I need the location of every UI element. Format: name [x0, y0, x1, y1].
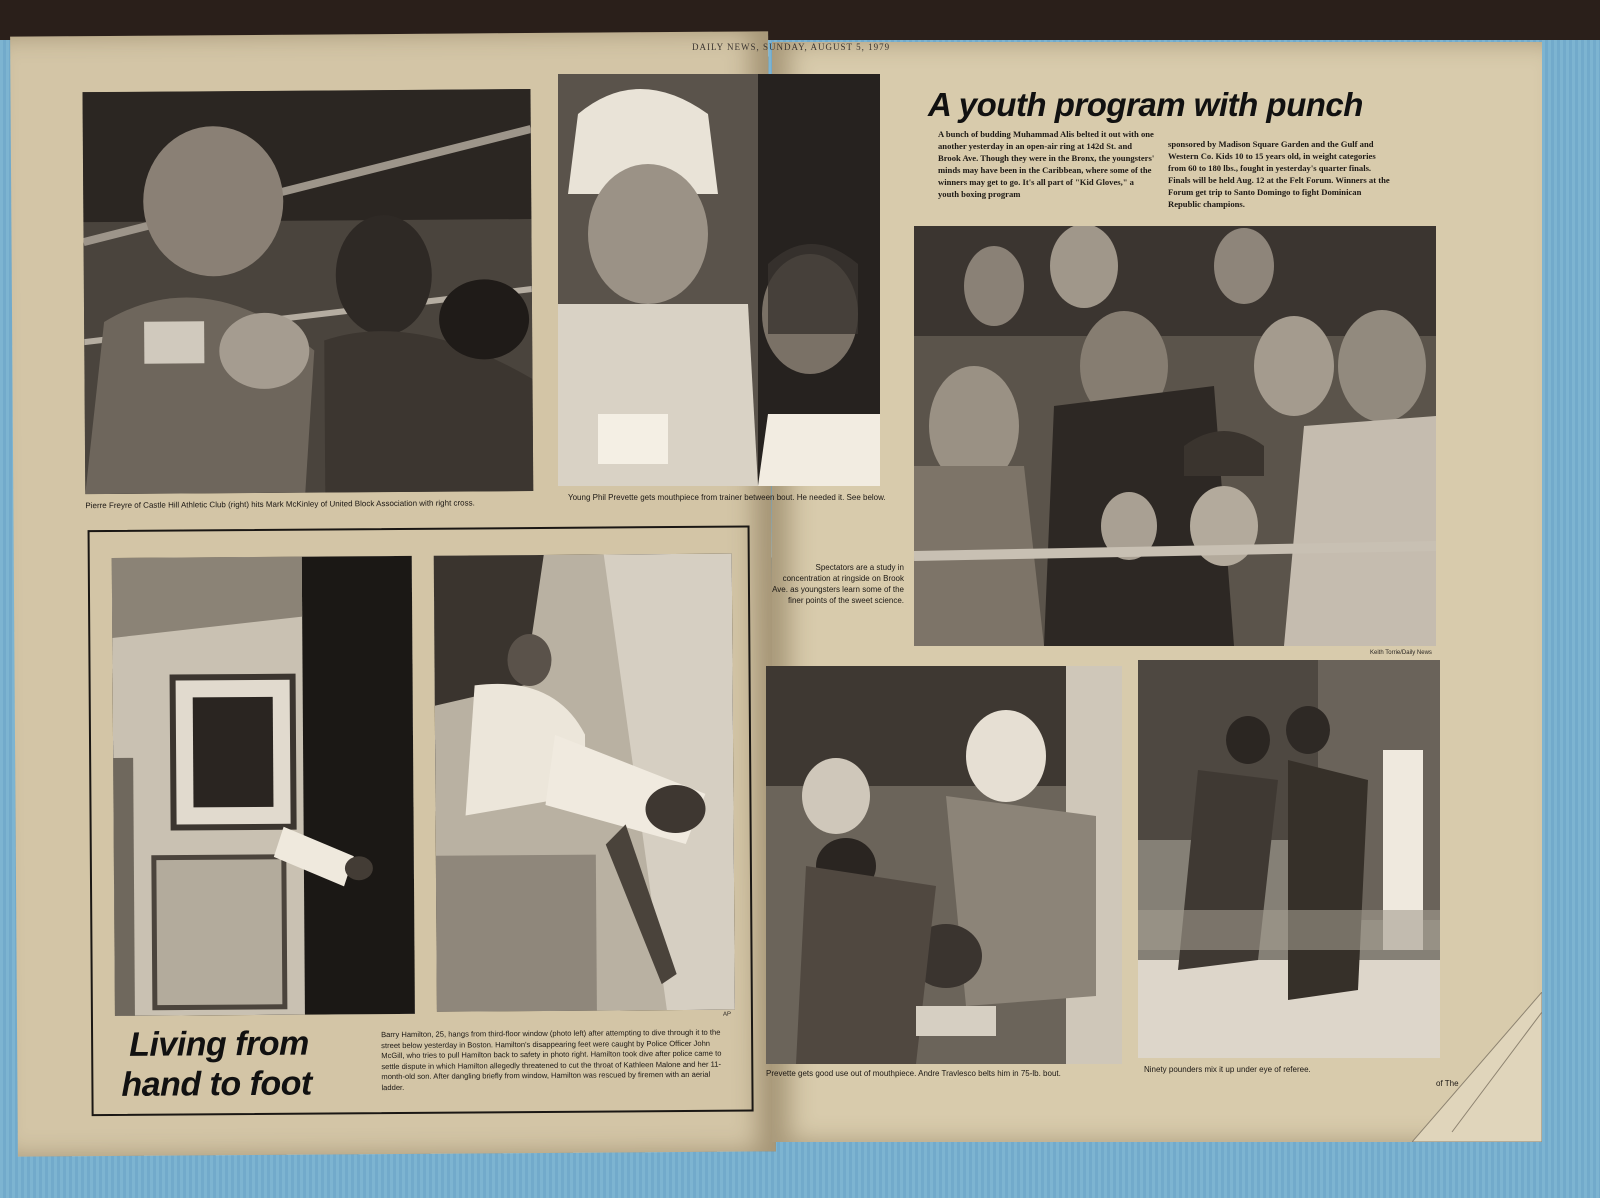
photo-spectators [914, 226, 1436, 646]
masthead-dateline: DAILY NEWS, SUNDAY, AUGUST 5, 1979 [692, 42, 891, 52]
folded-corner [1412, 992, 1542, 1142]
caption-prevette: Prevette gets good use out of mouthpiece. Andre Travlesco belts him in 75-lb. bout. [766, 1069, 1061, 1078]
caption-phil-prevette: Young Phil Prevette gets mouthpiece from trainer between bout. He needed it. See below. [568, 493, 886, 502]
headline-youth-program: A youth program with punch [928, 86, 1363, 123]
corner-text: of The [1436, 1079, 1459, 1088]
photo-prevette-bout [766, 666, 1122, 1064]
ap-credit: AP [722, 1011, 731, 1018]
photo-ninety-pounders [1138, 660, 1440, 1058]
newspaper-spread [14, 26, 1562, 1166]
headline-hand-to-foot: hand to foot [121, 1064, 312, 1104]
hamilton-story: Barry Hamilton, 25, hangs from third-floor window (photo left) after attempting to dive through it to the street below yesterday in Boston. Hamilton's disappearing feet were caught by Police Officer John McGill, who tries to pull Hamilton back to safety in photo right. Hamilton took dive after police came to settle dispute in which Hamilton allegedly threatened to cut the throat of Kathleen Malone and her 11-month-old son. After dangling briefly from window, Hamilton was rescued by firemen with an aerial ladder. [381, 1027, 722, 1092]
caption-spectators: Spectators are a study in concentration at ringside on Brook Ave. as youngsters learn some of the finer points of the sweet science. [772, 563, 904, 605]
story-column-1: A bunch of budding Muhammad Alis belted it out with one another yesterday in an open-air ring at 142d St. and Brook Ave. Though they were in the Bronx, the youngsters' minds may have been in the Caribbean, where some of the winners may get to go. It's all part of "Kid Gloves," a youth boxing program [938, 129, 1155, 199]
photo-window-left [112, 556, 415, 1016]
headline-living-from: Living from [129, 1024, 309, 1064]
photo-trainer-mouthpiece [558, 74, 880, 486]
photo-boxers-ring [82, 89, 533, 494]
caption-freyre: Pierre Freyre of Castle Hill Athletic Club (right) hits Mark McKinley of United Block Association with right cross. [85, 498, 475, 511]
caption-ninety-pounders: Ninety pounders mix it up under eye of referee. [1144, 1065, 1311, 1074]
story-column-2: sponsored by Madison Square Garden and the Gulf and Western Co. Kids 10 to 15 years old, in weight categories from 60 to 180 lbs., fought in yesterday's quarter finals. Finals will be held Aug. 12 at the Felt Forum. Winners at the Forum get trip to Santo Domingo to fight Dominican Republic champions. [1168, 139, 1390, 209]
photo-window-right [434, 554, 735, 1012]
photo-credit-keith-torrie: Keith Torrie/Daily News [1370, 650, 1432, 656]
